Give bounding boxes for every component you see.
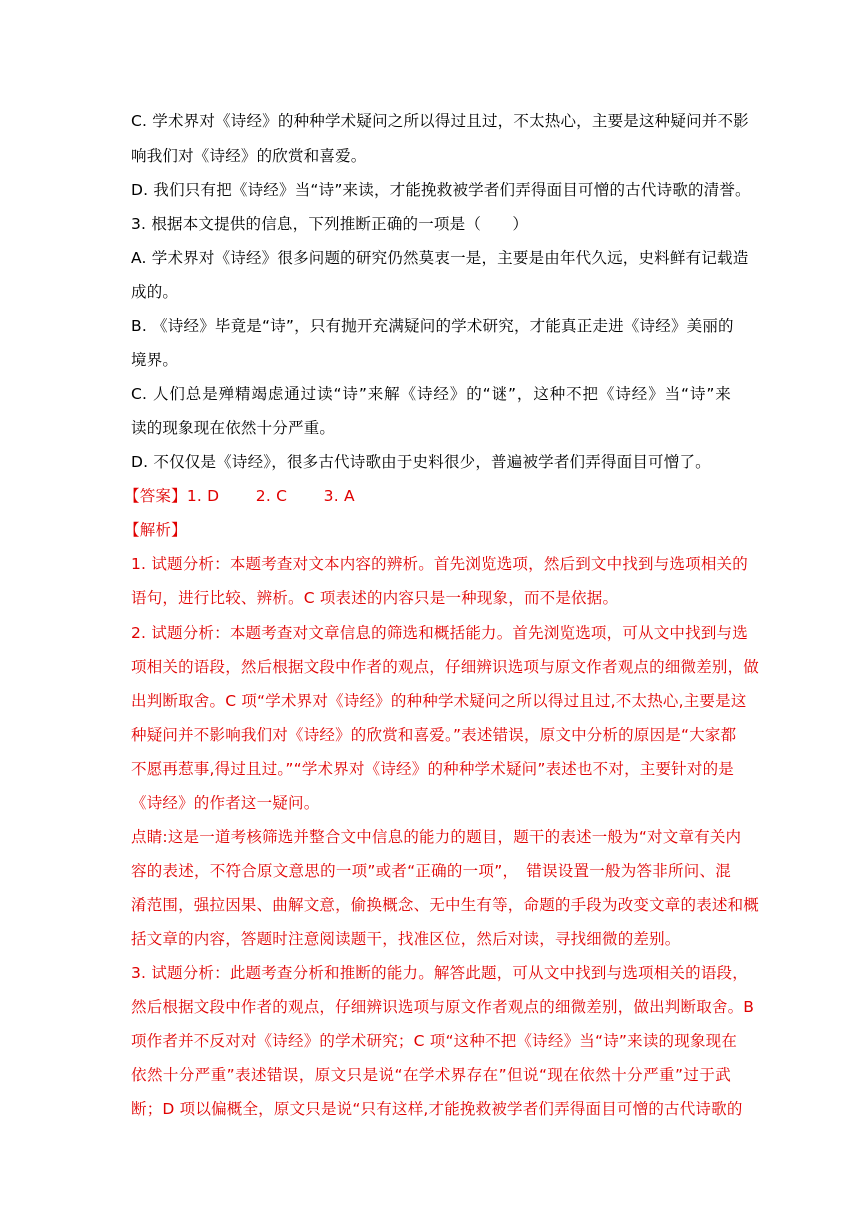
- q3-option-b-line2: 境界。: [131, 351, 179, 369]
- answer-label: 【答案】: [124, 487, 187, 505]
- analysis-tip-line2: 容的表述，不符合原文意思的一项”或者“正确的一项”， 错误设置一般为答非所问、混: [131, 862, 731, 880]
- analysis-tip-line4: 括文章的内容，答题时注意阅读题干，找准区位，然后对读，寻找细微的差别。: [131, 930, 681, 948]
- analysis-p2-line6: 《诗经》的作者这一疑问。: [131, 794, 320, 812]
- answer-line: [124, 486, 724, 506]
- q3-option-a-line1: A. 学术界对《诗经》很多问题的研究仍然莫衷一是，主要是由年代久远，史料鲜有记载造: [131, 249, 749, 267]
- q3-stem: 3. 根据本文提供的信息，下列推断正确的一项是（ ）: [131, 215, 529, 233]
- analysis-p3-line3: 项作者并不反对对《诗经》的学术研究；C 项“这种不把《诗经》当“诗”来读的现象现在: [131, 1032, 738, 1050]
- analysis-p2-line5: 不愿再惹事,得过且过。”“学术界对《诗经》的种种学术疑问”表述也不对，主要针对的是: [131, 760, 734, 778]
- analysis-p2-line2: 项相关的语段，然后根据文段中作者的观点，仔细辨识选项与原文作者观点的细微差别，做: [131, 658, 760, 676]
- analysis-p1-line2: 语句，进行比较、辨析。C 项表述的内容只是一种现象，而不是依据。: [131, 589, 619, 607]
- q3-option-c-line1: C. 人们总是殚精竭虑通过读“诗”来解《诗经》的“谜”，这种不把《诗经》当“诗”来: [131, 385, 731, 403]
- analysis-p3-line5: 断；D 项以偏概全，原文只是说“只有这样,才能挽救被学者们弄得面目可憎的古代诗歌的: [131, 1100, 743, 1118]
- analysis-p1-line1: 1. 试题分析：本题考查对文本内容的辨析。首先浏览选项，然后到文中找到与选项相关的: [131, 555, 748, 573]
- q3-option-b-line1: B. 《诗经》毕竟是“诗”，只有抛开充满疑问的学术研究，才能真正走进《诗经》美丽的: [131, 317, 734, 335]
- analysis-p3-line1: 3. 试题分析：此题考查分析和推断的能力。解答此题，可从文中找到与选项相关的语段，: [131, 964, 748, 982]
- answer-values: 1. D 2. C 3. A: [186, 487, 355, 505]
- analysis-p3-line4: 依然十分严重”表述错误，原文只是说“在学术界存在”但说“现在依然十分严重”过于武: [131, 1066, 731, 1084]
- analysis-p2-line3: 出判断取舍。C 项“学术界对《诗经》的种种学术疑问之所以得过且过,不太热心,主要是这: [131, 692, 747, 710]
- analysis-p3-line2: 然后根据文段中作者的观点，仔细辨识选项与原文作者观点的细微差别，做出判断取舍。B: [131, 998, 755, 1016]
- analysis-p2-line4: 种疑问并不影响我们对《诗经》的欣赏和喜爱。”表述错误，原文中分析的原因是“大家都: [131, 726, 737, 744]
- q3-option-a-line2: 成的。: [131, 283, 179, 301]
- q2-option-c-line1: C. 学术界对《诗经》的种种学术疑问之所以得过且过，不太热心，主要是这种疑问并不影: [131, 112, 749, 130]
- q2-option-c-line2: 响我们对《诗经》的欣赏和喜爱。: [131, 147, 367, 165]
- q2-option-d: D. 我们只有把《诗经》当“诗”来读，才能挽救被学者们弄得面目可憎的古代诗歌的清誉。: [131, 181, 751, 199]
- analysis-label: 【解析】: [124, 521, 187, 539]
- analysis-tip-line1: 点睛:这是一道考核筛选并整合文中信息的能力的题目，题干的表述一般为“对文章有关内: [131, 828, 742, 846]
- q3-option-d: D. 不仅仅是《诗经》，很多古代诗歌由于史料很少，普遍被学者们弄得面目可憎了。: [131, 453, 711, 471]
- analysis-p2-line1: 2. 试题分析：本题考查对文章信息的筛选和概括能力。首先浏览选项，可从文中找到与选: [131, 624, 748, 642]
- analysis-tip-line3: 淆范围，强拉因果、曲解文意，偷换概念、无中生有等，命题的手段为改变文章的表述和概: [131, 896, 760, 914]
- q3-option-c-line2: 读的现象现在依然十分严重。: [131, 419, 336, 437]
